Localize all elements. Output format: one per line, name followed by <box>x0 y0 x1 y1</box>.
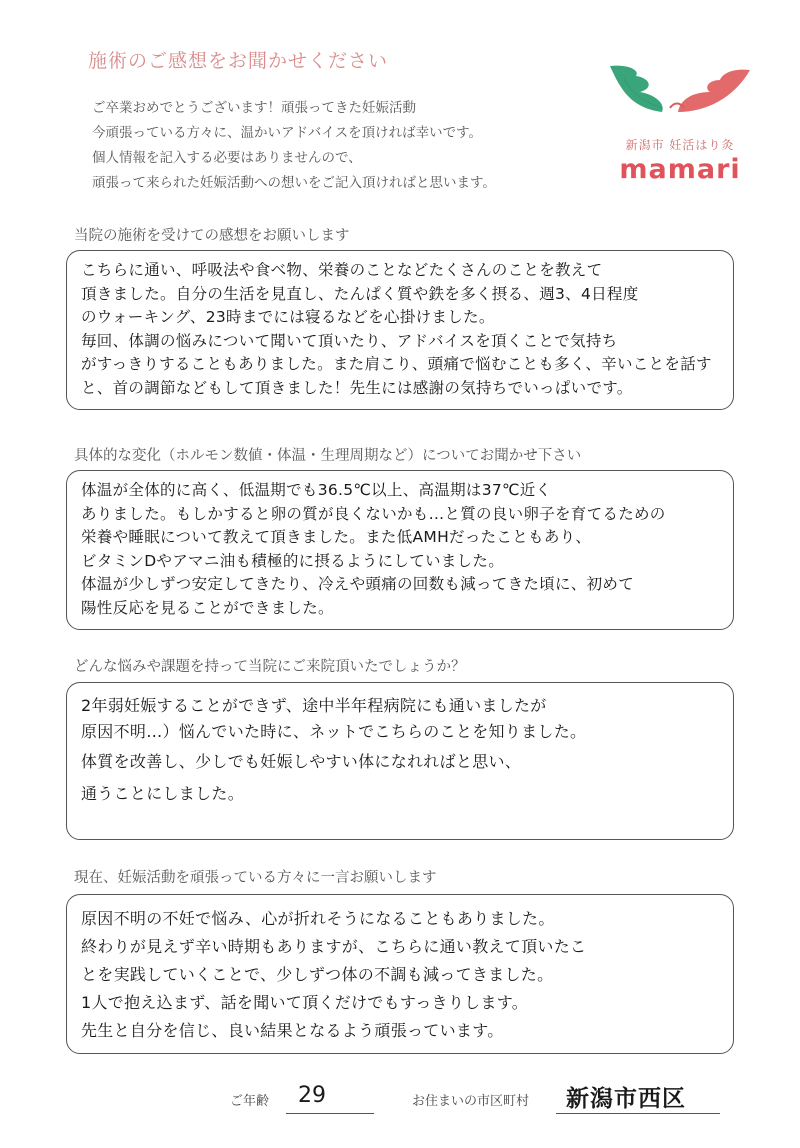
question-label: どんな悩みや課題を持って当院にご来院頂いたでしょうか？ <box>74 659 466 675</box>
answer-line: 毎回、体調の悩みについて聞いて頂いたり、アドバイスを頂くことで気持ち <box>81 331 618 350</box>
answer-line: 原因不明の不妊で悩み、心が折れそうになることもありました。 <box>81 909 555 928</box>
answer-box-3 <box>66 682 734 840</box>
answer-line: のウォーキング、23時までには寝るなどを心掛けました。 <box>81 308 495 326</box>
residence-label: お住まいの市区町村 <box>412 1094 530 1109</box>
logo-subtitle: 新潟市 妊活はり灸 <box>625 138 735 152</box>
answer-line: 体温が全体的に高く、低温期でも36.5℃以上、高温期は37℃近く <box>81 481 552 499</box>
intro-text <box>92 96 592 196</box>
answer-box-2 <box>66 470 734 630</box>
logo-name: mamari <box>619 154 741 185</box>
answer-line: 陽性反応を見ることができました。 <box>81 598 334 617</box>
answer-line: がすっきりすることもありました。また肩こり、頭痛で悩むことも多く、辛いことを話す <box>81 355 712 373</box>
intro-line: 頑張って来られた妊娠活動への想いをご記入頂ければと思います。 <box>92 175 496 191</box>
age-value: 29 <box>298 1083 326 1108</box>
age-label: ご年齢 <box>230 1094 270 1109</box>
question-label: 当院の施術を受けての感想をお願いします <box>74 228 350 244</box>
form-title: 施術のご感想をお聞かせください <box>88 50 389 72</box>
intro-line: 個人情報を記入する必要はありませんので、 <box>92 150 362 166</box>
answer-line: こちらに通い、呼吸法や食べ物、栄養のことなどたくさんのことを教えて <box>81 261 603 279</box>
clinic-logo <box>600 58 760 188</box>
answer-line: と、首の調節などもして頂きました！先生には感謝の気持ちでいっぱいです。 <box>81 378 633 397</box>
question-label: 具体的な変化（ホルモン数値・体温・生理周期など）についてお聞かせ下さい <box>74 448 582 464</box>
answer-line: ありました。もしかすると卵の質が良くないかも…と質の良い卵子を育てるための <box>81 504 666 523</box>
residence-underline <box>556 1113 720 1114</box>
intro-line: 今頑張っている方々に、温かいアドバイスを頂ければ幸いです。 <box>92 125 483 141</box>
residence-value: 新潟市西区 <box>566 1086 686 1112</box>
answer-box-4 <box>66 894 734 1054</box>
answer-line: 1人で抱え込まず、話を聞いて頂くだけでもすっきりします。 <box>81 993 529 1012</box>
answer-line: 頂きました。自分の生活を見直し、たんぱく質や鉄を多く摂る、週3、4日程度 <box>81 284 639 303</box>
answer-line: 先生と自分を信じ、良い結果となるよう頑張っています。 <box>81 1021 504 1040</box>
answer-line: 栄養や睡眠について教えて頂きました。また低AMHだったこともあり、 <box>81 528 592 546</box>
intro-line: ご卒業おめでとうございます！頑張ってきた妊娠活動 <box>92 100 416 116</box>
question-label: 現在、妊娠活動を頑張っている方々に一言お願いします <box>74 870 437 886</box>
wings-icon <box>600 58 760 138</box>
answer-line: 体温が少しずつ安定してきたり、冷えや頭痛の回数も減ってきた頃に、初めて <box>81 575 635 593</box>
answer-line: 終わりが見えず辛い時期もありますが、こちらに通い教えて頂いたこ <box>81 937 587 956</box>
answer-box-1 <box>66 250 734 410</box>
answer-line: 原因不明…）悩んでいた時に、ネットでこちらのことを知りました。 <box>81 722 587 741</box>
answer-line: 通うことにしました。 <box>81 784 245 803</box>
age-underline <box>286 1113 374 1114</box>
answer-line: とを実践していくことで、少しずつ体の不調も減ってきました。 <box>81 965 554 984</box>
answer-line: ビタミンDやアマニ油も積極的に摂るようにしていました。 <box>81 551 505 570</box>
answer-line: 体質を改善し、少しでも妊娠しやすい体になれればと思い、 <box>81 752 522 771</box>
answer-line: 2年弱妊娠することができず、途中半年程病院にも通いましたが <box>81 696 547 715</box>
